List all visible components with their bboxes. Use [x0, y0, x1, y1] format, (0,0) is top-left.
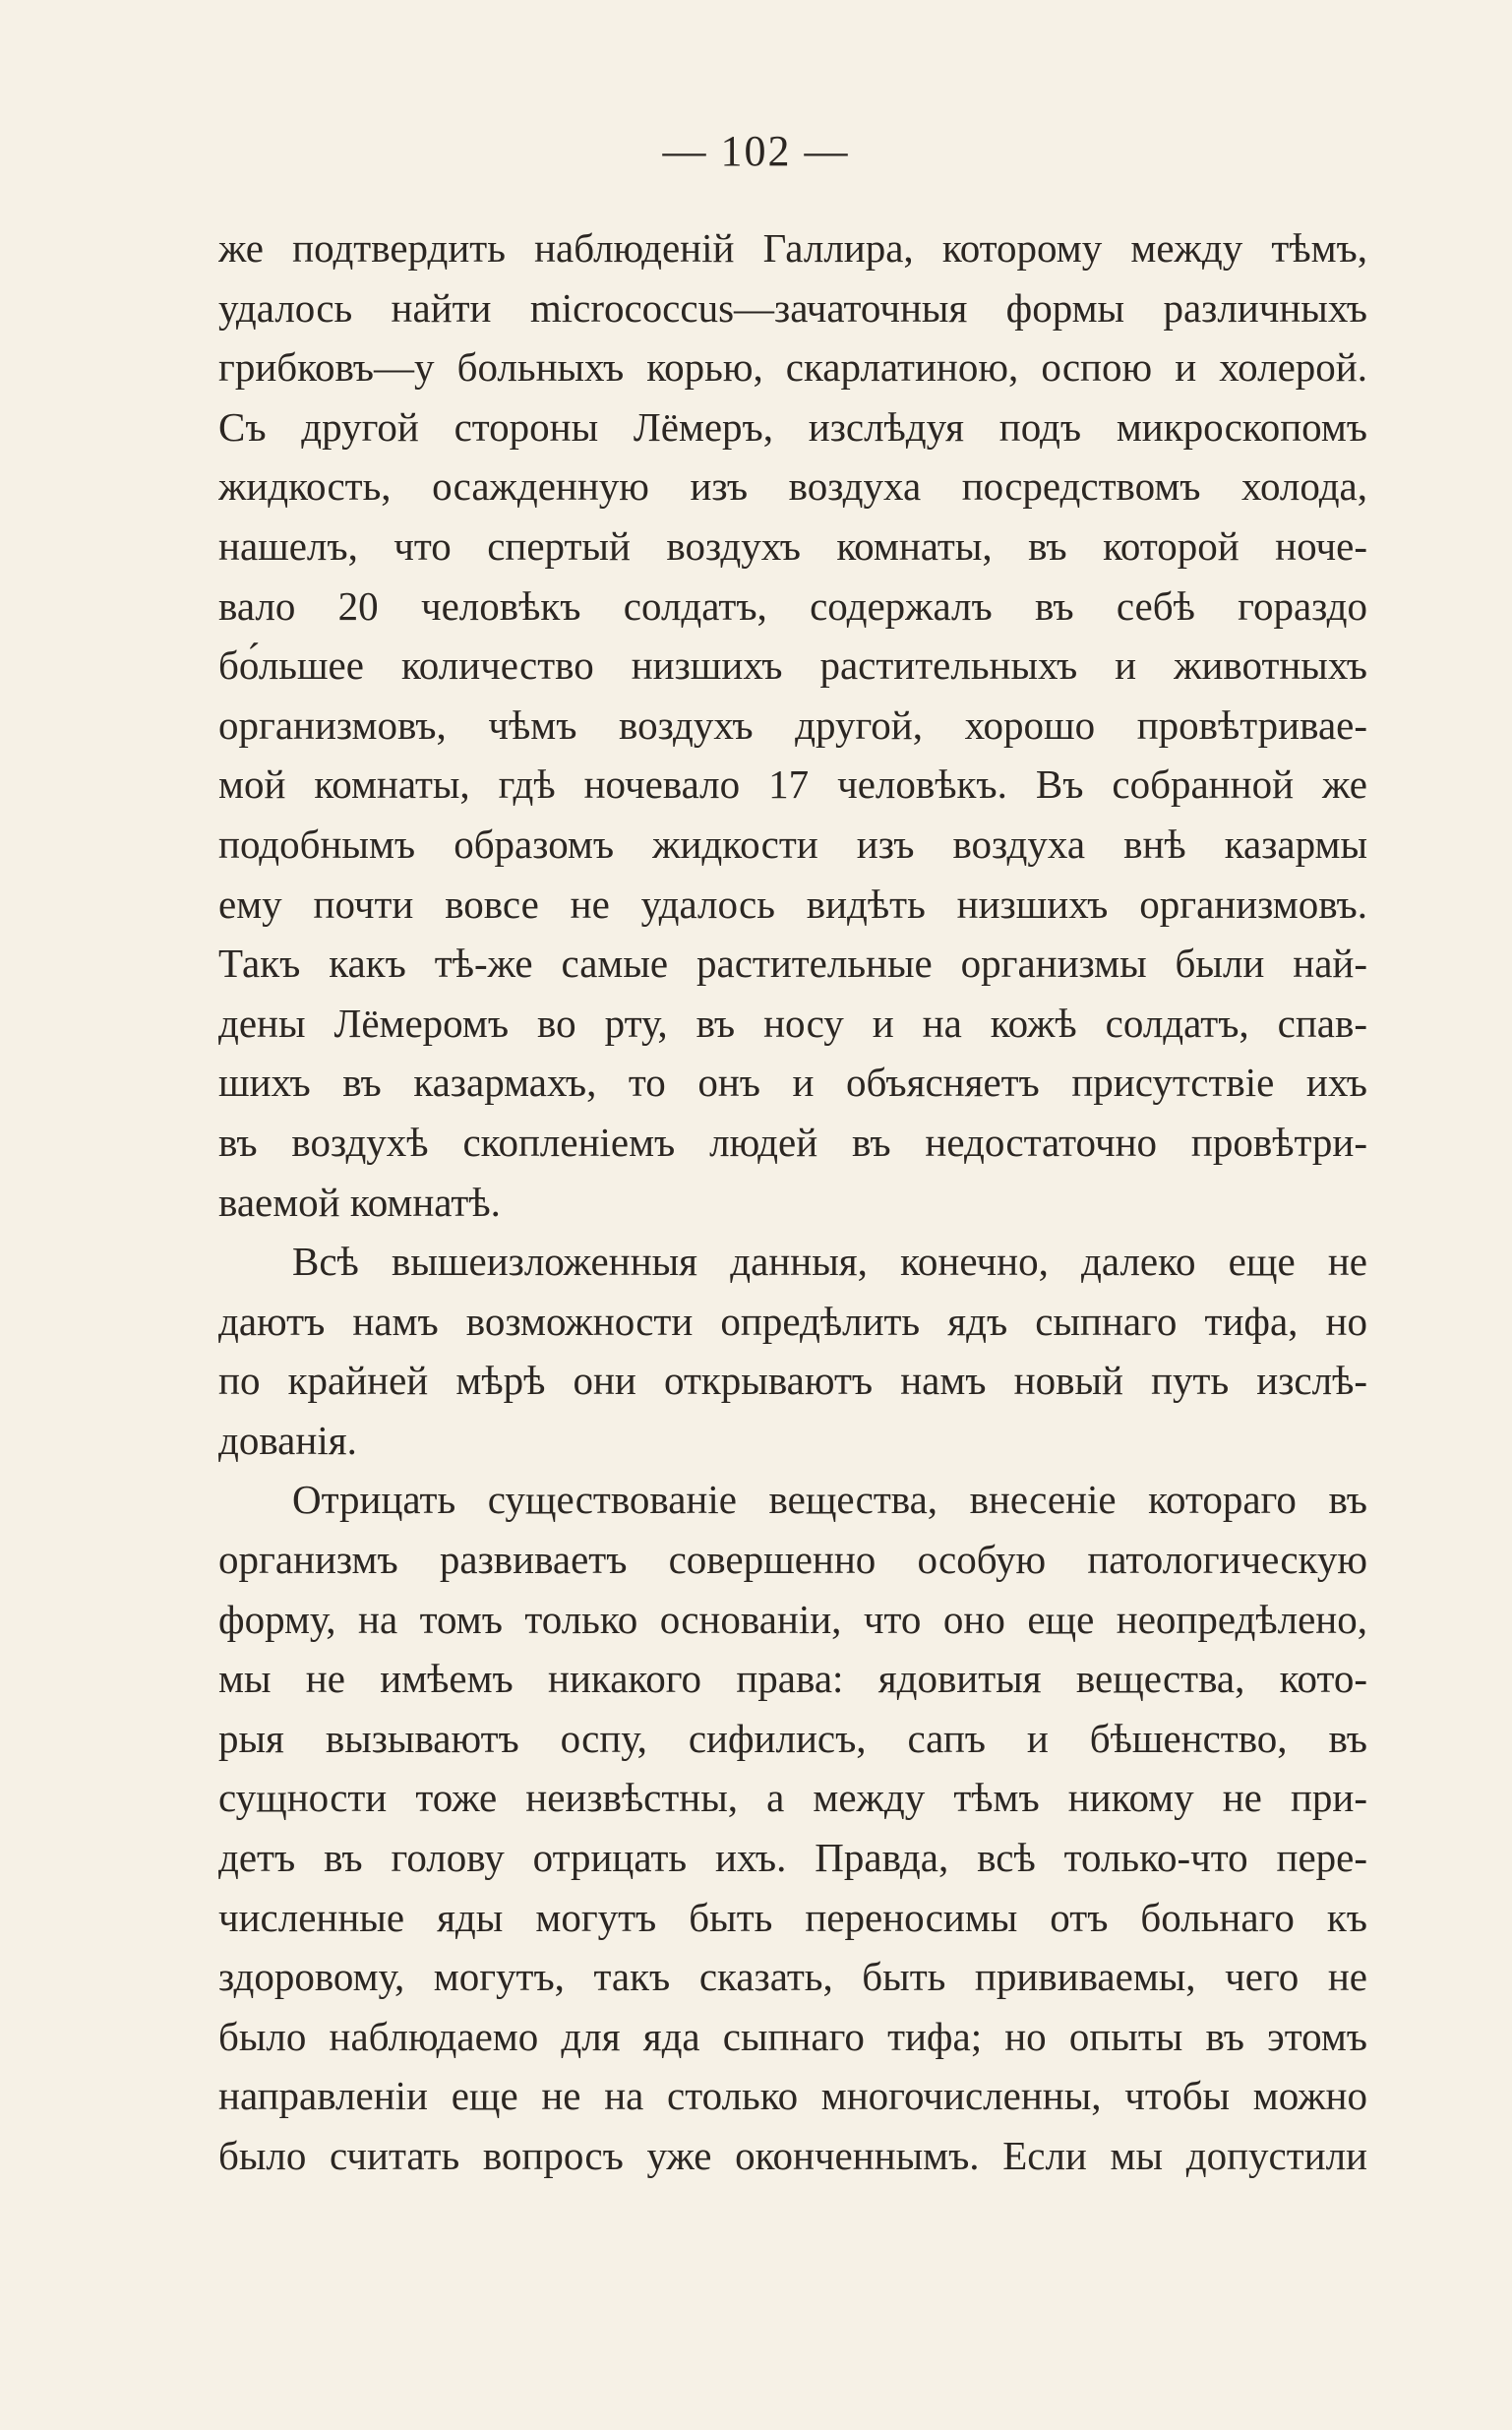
text-line: Всѣ вышеизложенныя данныя, конечно, далеко еще не	[292, 1239, 1367, 1285]
text-line: даютъ намъ возможности опредѣлить ядъ сыпнаго тифа, но	[218, 1298, 1367, 1344]
text-line: въ воздухѣ скопленіемъ людей въ недостаточно провѣтри-	[218, 1119, 1367, 1165]
text-line: жидкость, осажденную изъ воздуха посредствомъ холода,	[218, 463, 1367, 510]
text-line: же подтвердить наблюденій Галлира, которому между тѣмъ,	[218, 225, 1367, 271]
text-line: рыя вызываютъ оспу, сифилисъ, сапъ и бѣшенство, въ	[218, 1715, 1367, 1761]
text-line: дованія.	[218, 1417, 357, 1463]
text-line: мы не имѣемъ никакого права: ядовитыя вещества, кото-	[218, 1656, 1367, 1702]
text-line: ему почти вовсе не удалось видѣть низшихъ организмовъ.	[218, 881, 1367, 927]
paragraph	[218, 1470, 1367, 2185]
text-line: было считать вопросъ уже оконченнымъ. Если мы допустили	[218, 2133, 1367, 2178]
text-line: нашелъ, что спертый воздухъ комнаты, въ которой ноче-	[218, 522, 1367, 569]
text-line: численные яды могутъ быть переносимы отъ больнаго къ	[218, 1894, 1367, 1940]
text-line: дены Лёмеромъ во рту, въ носу и на кожѣ солдатъ, спав-	[218, 1000, 1367, 1046]
text-line: детъ въ голову отрицать ихъ. Правда, всѣ только-что пере-	[218, 1835, 1367, 1881]
paragraph	[218, 218, 1367, 1232]
text-line: подобнымъ образомъ жидкости изъ воздуха внѣ казармы	[218, 820, 1367, 867]
text-line: по крайней мѣрѣ они открываютъ намъ новый путь изслѣ-	[218, 1358, 1367, 1404]
text-line: шихъ въ казармахъ, то онъ и объясняетъ присутствіе ихъ	[218, 1060, 1367, 1106]
text-line: форму, на томъ только основаніи, что оно еще неопредѣлено,	[218, 1596, 1367, 1642]
text-line: Такъ какъ тѣ-же самые растительные организмы были най-	[218, 941, 1367, 987]
text-line: удалось найти micrococcus—зачаточныя формы различныхъ	[218, 284, 1367, 331]
page-number: — 102 —	[662, 127, 850, 175]
text-line: Отрицать существованіе вещества, внесеніе котораго въ	[292, 1477, 1367, 1523]
text-line: Съ другой стороны Лёмеръ, изслѣдуя подъ микроскопомъ	[218, 403, 1367, 450]
text-line: вало 20 человѣкъ солдатъ, содержалъ въ себѣ гораздо	[218, 582, 1367, 629]
text-line: организмовъ, чѣмъ воздухъ другой, хорошо провѣтривае-	[218, 701, 1367, 748]
text-line: сущности тоже неизвѣстны, а между тѣмъ никому не при-	[218, 1775, 1367, 1821]
text-line: здоровому, могутъ, такъ сказать, быть прививаемы, чего не	[218, 1954, 1367, 2000]
text-line: организмъ развиваетъ совершенно особую патологическую	[218, 1537, 1367, 1583]
text-line: было наблюдаемо для яда сыпнаго тифа; но опыты въ этомъ	[218, 2013, 1367, 2059]
text-line: грибковъ—у больныхъ корью, скарлатиною, оспою и холерой.	[218, 344, 1367, 391]
body-text	[218, 218, 1367, 2186]
paragraph	[218, 1232, 1367, 1470]
text-line: мой комнаты, гдѣ ночевало 17 человѣкъ. Въ собранной же	[218, 761, 1367, 808]
text-line: бо́льшее количество низшихъ растительныхъ и животныхъ	[218, 642, 1367, 689]
text-line: направленіи еще не на столько многочисленны, чтобы можно	[218, 2073, 1367, 2119]
text-line: ваемой комнатѣ.	[218, 1179, 501, 1225]
